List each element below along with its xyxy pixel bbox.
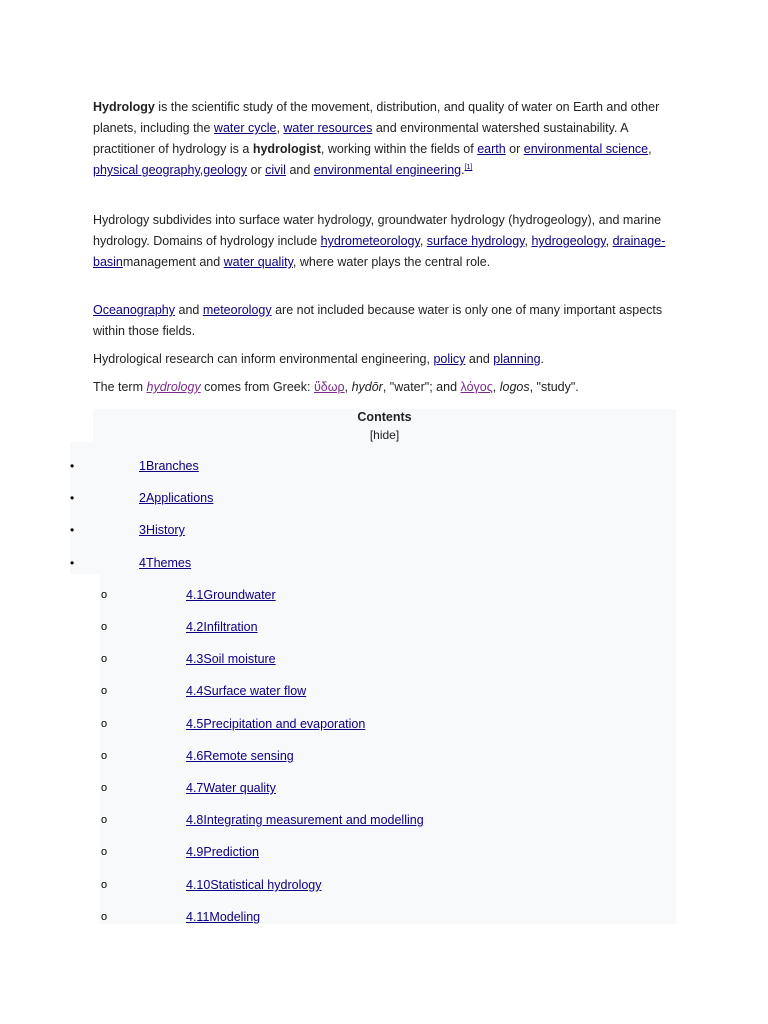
toc-number: 4.8 [186,813,204,827]
toc-item-precipitation-and-evaporation [0,715,768,733]
link-meteorology[interactable]: meteorology [202,303,272,317]
link-hydrology-wiktionary[interactable]: hydrology [146,380,201,394]
toc-title: Contents [357,410,412,424]
toc-item-statistical-hydrology [0,876,768,894]
bullet-circle-icon: o [101,685,108,697]
bullet-circle-icon: o [101,653,108,665]
toc-number: 4.1 [186,588,204,602]
toc-label: Modeling [209,910,261,924]
toc-number: 4.9 [186,845,204,859]
toc-item-history [0,521,768,539]
toc-number: 4.10 [186,878,211,892]
toc-item-applications [0,489,768,507]
bullet-circle-icon: o [101,621,108,633]
reference-1[interactable]: [1] [464,163,473,171]
toc-link-prediction[interactable] [186,843,259,861]
toc-link-infiltration[interactable] [186,618,258,636]
bullet-circle-icon: o [101,782,108,794]
toc-hide-toggle[interactable]: [hide] [369,428,400,442]
toc-link-integrating-measurement-and-modelling[interactable] [186,811,424,829]
toc-label: Applications [145,491,214,505]
toc-number: 2 [139,491,146,505]
term-hydrology: Hydrology [93,100,155,114]
toc-item-prediction [0,843,768,861]
toc-label: Water quality [203,781,276,795]
toc-label: Branches [145,459,199,473]
bullet-circle-icon: o [101,718,108,730]
toc-number: 3 [139,523,146,537]
toc-label: Groundwater [203,588,276,602]
etymology-paragraph: The term hydrology comes from Greek: ὕδωρ, hydōr, "water"; and λόγος, logos, "study". [93,380,579,394]
toc-label: History [145,523,185,537]
toc-item-remote-sensing [0,747,768,765]
link-policy[interactable]: policy [433,352,466,366]
bullet-disc-icon: • [70,523,75,537]
link-water-resources[interactable]: water resources [283,121,373,135]
toc-number: 4.3 [186,652,204,666]
toc-item-themes [0,554,768,572]
bullet-disc-icon: • [70,459,75,473]
link-civil[interactable]: civil [265,163,286,177]
toc-link-applications[interactable] [139,489,213,507]
link-oceanography[interactable]: Oceanography [93,303,176,317]
link-hydrometeorology[interactable]: hydrometeorology [320,234,420,248]
toc-label: Remote sensing [203,749,294,763]
bullet-circle-icon: o [101,911,108,923]
bullet-disc-icon: • [70,491,75,505]
toc-number: 4.5 [186,717,204,731]
toc-label: Integrating measurement and modelling [203,813,424,827]
toc-item-soil-moisture [0,650,768,668]
toc-label: Soil moisture [203,652,276,666]
toc-link-remote-sensing[interactable] [186,747,294,765]
bullet-disc-icon: • [70,556,75,570]
toc-link-groundwater[interactable] [186,586,276,604]
link-environmental-engineering[interactable]: environmental engineering [313,163,462,177]
toc-item-groundwater [0,586,768,604]
toc-number: 4.11 [186,910,210,924]
toc-label: Statistical hydrology [210,878,322,892]
link-surface-hydrology[interactable]: surface hydrology [426,234,525,248]
toc-link-soil-moisture[interactable] [186,650,276,668]
toc-item-water-quality [0,779,768,797]
bullet-circle-icon: o [101,589,108,601]
toc-item-infiltration [0,618,768,636]
toc-link-branches[interactable] [139,457,199,475]
toc-link-history[interactable] [139,521,185,539]
intro-paragraph: Hydrology is the scientific study of the movement, distribution, and quality of water on Earth and other planets, including the water cycle, water resources and environmental watershed sustainability. A practitioner of hydrology is a hydrologist, working within the fields of earth or environmental science, physical geography,geology or civil and environmental engineering.[1] [93,100,660,177]
toc-hide-link[interactable]: hide [373,428,396,442]
link-planning[interactable]: planning [493,352,541,366]
bullet-circle-icon: o [101,750,108,762]
bullet-circle-icon: o [101,846,108,858]
link-drainage-basin[interactable]: drainage-basin [93,234,666,269]
bullet-circle-icon: o [101,879,108,891]
toc-link-modeling[interactable] [186,908,260,926]
link-geology[interactable]: geology [203,163,248,177]
toc-item-integrating-measurement-and-modelling [0,811,768,829]
exclusion-paragraph: Oceanography and meteorology are not included because water is only one of many important aspects within those fields. [93,303,663,338]
toc-item-modeling [0,908,768,926]
toc-link-surface-water-flow[interactable] [186,682,306,700]
link-earth[interactable]: earth [477,142,506,156]
toc-item-surface-water-flow [0,682,768,700]
bullet-circle-icon: o [101,814,108,826]
link-hydrogeology[interactable]: hydrogeology [531,234,606,248]
subdivision-paragraph: Hydrology subdivides into surface water hydrology, groundwater hydrology (hydrogeology), and marine hydrology. Domains of hydrology include hydrometeorology, surface hydrology, hydrogeology, drainage-basinmanagement and water quality, where water plays the central role. [93,213,666,269]
link-environmental-science[interactable]: environmental science [523,142,649,156]
toc-link-precipitation-and-evaporation[interactable] [186,715,365,733]
toc-label: Precipitation and evaporation [203,717,366,731]
link-greek-logos[interactable]: λόγος [460,380,493,394]
toc-label: Infiltration [203,620,258,634]
toc-number: 4 [139,556,146,570]
toc-number: 4.4 [186,684,204,698]
toc-link-statistical-hydrology[interactable] [186,876,322,894]
toc-number: 4.7 [186,781,204,795]
link-greek-hydor[interactable]: ὕδωρ [313,380,345,394]
toc-label: Themes [145,556,192,570]
toc-label: Prediction [203,845,259,859]
toc-label: Surface water flow [203,684,307,698]
toc-link-water-quality[interactable] [186,779,276,797]
research-paragraph: Hydrological research can inform environmental engineering, policy and planning. [93,352,544,366]
link-water-cycle[interactable]: water cycle [213,121,277,135]
link-water-quality[interactable]: water quality [223,255,293,269]
toc-item-branches [0,457,768,475]
link-physical-geography[interactable]: physical geography [93,163,200,177]
toc-number: 1 [139,459,146,473]
toc-link-themes[interactable] [139,554,191,572]
toc-number: 4.6 [186,749,204,763]
toc-number: 4.2 [186,620,204,634]
term-hydrologist: hydrologist [252,142,321,156]
